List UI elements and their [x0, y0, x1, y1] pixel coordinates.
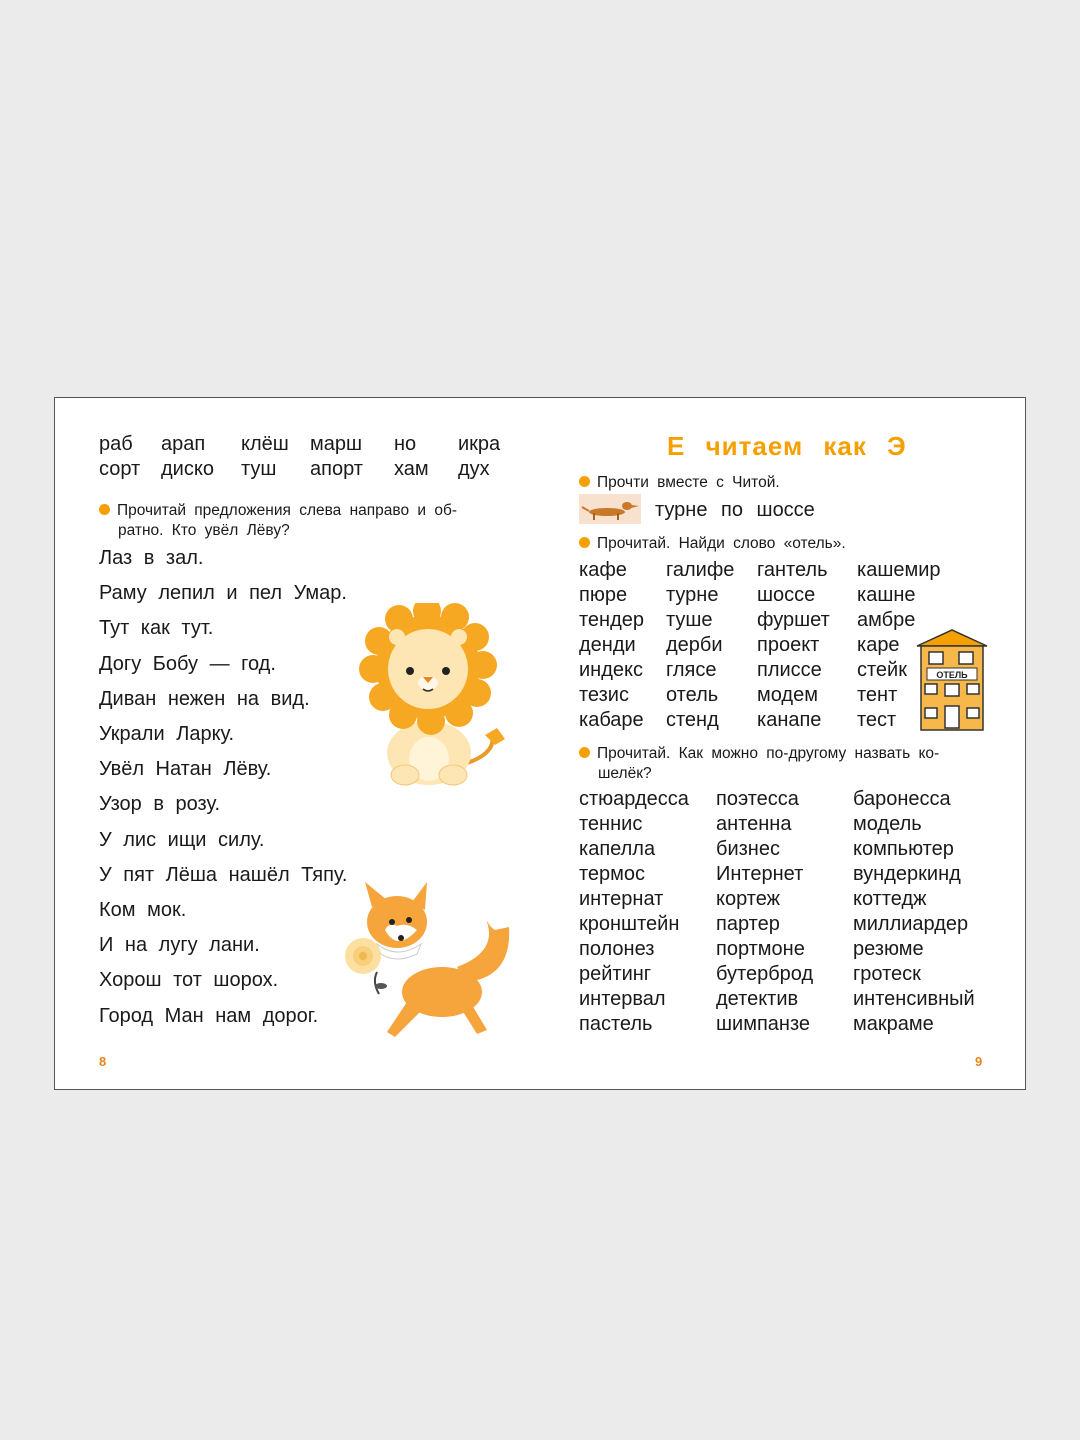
grid-word: марш — [310, 433, 363, 455]
column-word: кортеж — [716, 888, 780, 910]
column-word: компьютер — [853, 838, 954, 860]
column-word: поэтесса — [716, 788, 799, 810]
sentence: Догу Бобу — год. — [99, 652, 276, 675]
column-word: модем — [757, 684, 818, 706]
book-spread — [54, 397, 1026, 1090]
column-word: гантель — [757, 559, 828, 581]
column-word: бутерброд — [716, 963, 814, 985]
column-word: партер — [716, 913, 780, 935]
column-word: антенна — [716, 813, 792, 835]
hotel-sign: ОТЕЛЬ — [936, 670, 968, 680]
column-word: рейтинг — [579, 963, 652, 985]
column-word: баронесса — [853, 788, 951, 810]
column-word: амбре — [857, 609, 916, 631]
word-column — [666, 558, 734, 733]
column-word: полонез — [579, 938, 655, 960]
grid-word: раб — [99, 433, 133, 455]
column-word: детектив — [716, 988, 799, 1010]
column-word: стенд — [666, 709, 719, 731]
column-word: фуршет — [757, 609, 830, 631]
word-column — [716, 787, 813, 1037]
grid-word: апорт — [310, 458, 363, 480]
column-word: кронштейн — [579, 913, 680, 935]
column-word: капелла — [579, 838, 656, 860]
column-word: миллиардер — [853, 913, 969, 935]
grid-word: туш — [241, 458, 277, 480]
column-word: резюме — [853, 938, 924, 960]
column-word: коттедж — [853, 888, 927, 910]
grid-word: но — [394, 433, 417, 455]
instruction-reverse-cont: ратно. Кто увёл Лёву? — [118, 522, 290, 539]
instruction-reverse: Прочитай предложения слева направо и об- — [99, 502, 457, 520]
sentence: Увёл Натан Лёву. — [99, 758, 272, 781]
column-word: тендер — [579, 609, 645, 631]
column-word: бизнес — [716, 838, 780, 860]
bullet-icon — [579, 476, 590, 487]
column-word: интервал — [579, 988, 666, 1010]
column-word: туше — [666, 609, 713, 631]
column-word: пастель — [579, 1013, 653, 1035]
column-word: кашне — [857, 584, 916, 606]
column-word: глясе — [666, 659, 717, 681]
dachshund-icon — [579, 494, 641, 524]
sentence: Диван нежен на вид. — [99, 687, 310, 710]
column-word: тест — [857, 709, 897, 731]
column-word: теннис — [579, 813, 643, 835]
column-word: вундеркинд — [853, 863, 961, 885]
column-word: макраме — [853, 1013, 934, 1035]
column-word: модель — [853, 813, 922, 835]
grid-word: хам — [394, 458, 429, 480]
column-word: шимпанзе — [716, 1013, 811, 1035]
sentence: Раму лепил и пел Умар. — [99, 582, 347, 605]
column-word: дерби — [666, 634, 723, 656]
word-column — [757, 558, 830, 733]
instruction-find-hotel: Прочитай. Найди слово «отель». — [579, 535, 846, 553]
column-word: каре — [857, 634, 900, 656]
grid-word: икра — [458, 433, 501, 455]
page-number-left: 8 — [99, 1054, 107, 1069]
lion-illustration — [347, 603, 517, 793]
fox-with-flower-illustration — [337, 882, 517, 1052]
column-word: термос — [579, 863, 646, 885]
column-word: канапе — [757, 709, 822, 731]
column-word: кашемир — [857, 559, 941, 581]
column-word: тент — [857, 684, 898, 706]
sentence: Тут как тут. — [99, 617, 214, 640]
column-word: турне — [666, 584, 719, 606]
column-word: Интернет — [716, 863, 804, 885]
grid-word: сорт — [99, 458, 141, 480]
column-word: проект — [757, 634, 820, 656]
grid-word: арап — [161, 433, 206, 455]
word-column — [579, 558, 644, 733]
sentence: Ком мок. — [99, 899, 187, 921]
grid-word: клёш — [241, 433, 289, 455]
column-word: пюре — [579, 584, 628, 606]
column-word: стейк — [857, 659, 907, 681]
sentence: У лис ищи силу. — [99, 828, 265, 851]
sentence: Город Ман нам дорог. — [99, 1004, 319, 1027]
sentence: Лаз в зал. — [99, 547, 204, 569]
grid-word: диско — [161, 458, 214, 480]
word-column — [579, 787, 689, 1037]
page-title: Е читаем как Э — [667, 431, 907, 461]
column-word: стюардесса — [579, 788, 689, 810]
column-word: интернат — [579, 888, 664, 910]
column-word: кабаре — [579, 709, 644, 731]
column-word: галифе — [666, 559, 735, 581]
sentence: У пят Лёша нашёл Тяпу. — [99, 863, 348, 886]
page-number-right: 9 — [975, 1054, 983, 1069]
sentence: Узор в розу. — [99, 793, 221, 816]
column-word: тезис — [579, 684, 629, 706]
column-word: индекс — [579, 659, 643, 681]
word-column — [853, 787, 975, 1037]
column-word: шоссе — [757, 584, 816, 606]
column-word: портмоне — [716, 938, 805, 960]
column-word: отель — [666, 684, 719, 706]
column-word: кафе — [579, 559, 627, 581]
column-word: плиссе — [757, 659, 822, 681]
instruction-wallet-cont: шелёк? — [598, 765, 652, 782]
column-word: гротеск — [853, 963, 921, 985]
bullet-icon — [579, 747, 590, 758]
example-phrase: турне по шоссе — [655, 499, 815, 521]
bullet-icon — [579, 537, 590, 548]
grid-word: дух — [458, 458, 490, 480]
instruction-read-together: Прочти вместе с Читой. — [579, 474, 780, 492]
instruction-wallet: Прочитай. Как можно по-другому назвать ко- — [579, 745, 939, 763]
sentence: Украли Ларку. — [99, 723, 235, 745]
column-word: денди — [579, 634, 636, 656]
column-word: интенсивный — [853, 988, 975, 1010]
bullet-icon — [99, 504, 110, 515]
sentence: Хорош тот шорох. — [99, 969, 279, 992]
hotel-building-icon — [915, 628, 989, 732]
sentence: И на лугу лани. — [99, 934, 260, 957]
